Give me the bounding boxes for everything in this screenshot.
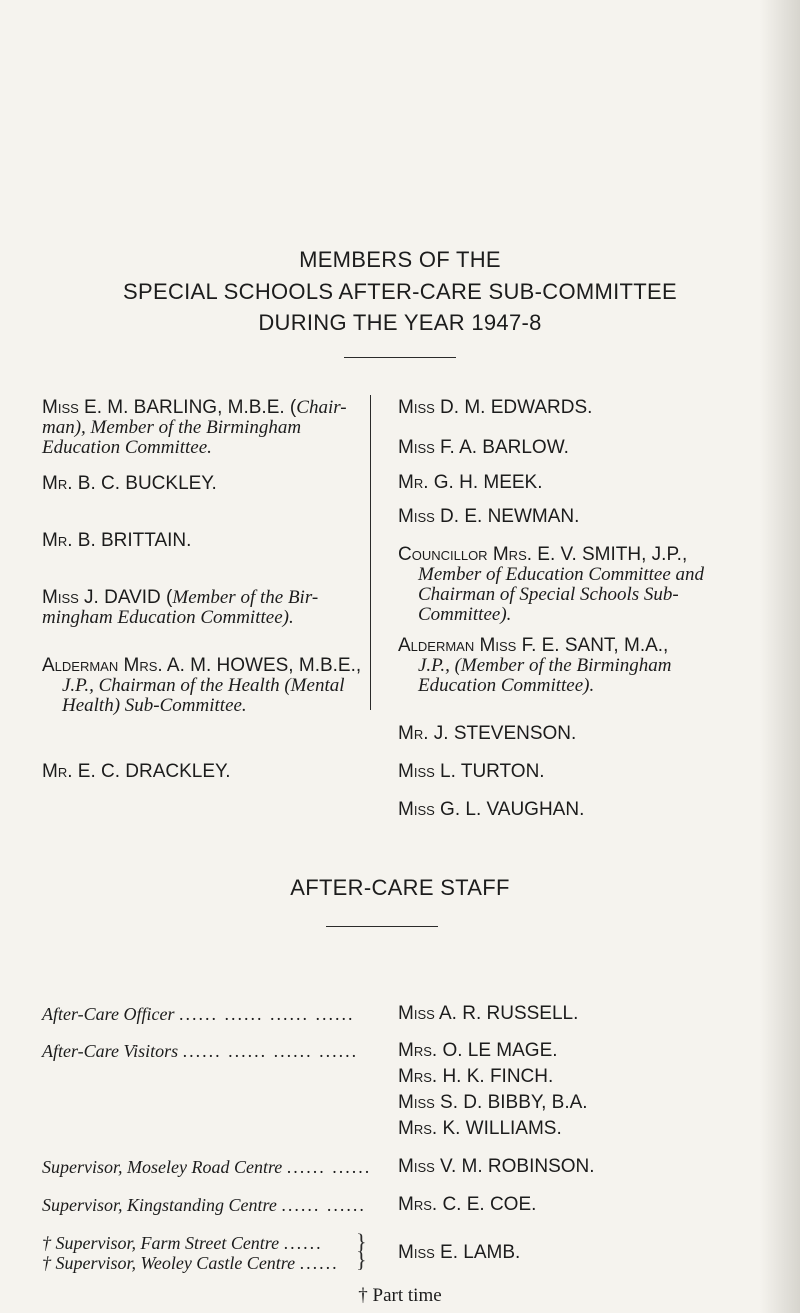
member-description: Member of the Bir- mingham Education Committee). bbox=[42, 587, 319, 628]
member-name: Miss E. M. BARLING, M.B.E. ( bbox=[42, 397, 297, 418]
staff-name: Miss S. D. BIBBY, B.A. bbox=[398, 1092, 588, 1113]
member-name: Mr. E. C. DRACKLEY. bbox=[42, 761, 231, 782]
role-label: Supervisor, Kingstanding Centre bbox=[42, 1195, 277, 1215]
leader-dots: ...... ...... bbox=[286, 1157, 372, 1177]
member-name: Miss D. M. EDWARDS. bbox=[398, 397, 593, 418]
member-name: Alderman Miss F. E. SANT, M.A., bbox=[398, 635, 669, 656]
member-name: Miss L. TURTON. bbox=[398, 761, 545, 782]
member-sant bbox=[398, 636, 768, 696]
member-name: Miss D. E. NEWMAN. bbox=[398, 506, 580, 527]
member-name: Mr. J. STEVENSON. bbox=[398, 723, 577, 744]
title-line-2: SPECIAL SCHOOLS AFTER-CARE SUB-COMMITTEE bbox=[123, 279, 677, 304]
member-name: Miss F. A. BARLOW. bbox=[398, 437, 569, 458]
staff-name: Mrs. H. K. FINCH. bbox=[398, 1066, 554, 1087]
member-description: Chair- man), Member of the Birmingham Education Committee. bbox=[42, 397, 347, 458]
member-stevenson bbox=[398, 724, 576, 744]
member-name: Miss J. DAVID ( bbox=[42, 587, 173, 608]
member-edwards bbox=[398, 398, 592, 418]
brace-icon: } } bbox=[356, 1229, 367, 1272]
role-label: After-Care Visitors bbox=[42, 1041, 179, 1061]
role-label: † Supervisor, Farm Street Centre bbox=[42, 1233, 280, 1253]
staff-rule bbox=[326, 926, 438, 927]
member-barling bbox=[42, 398, 352, 458]
title-rule bbox=[344, 357, 456, 358]
member-smith bbox=[398, 545, 768, 625]
title-line-3: DURING THE YEAR 1947-8 bbox=[258, 310, 542, 335]
leader-dots: ...... ...... bbox=[281, 1195, 366, 1215]
member-name: Miss G. L. VAUGHAN. bbox=[398, 799, 585, 820]
leader-dots: ...... bbox=[283, 1233, 323, 1253]
leader-dots: ...... ...... ...... ...... bbox=[178, 1004, 355, 1024]
member-vaughan bbox=[398, 800, 584, 820]
footnote: † Part time bbox=[358, 1285, 442, 1306]
staff-role-kingstanding bbox=[42, 1195, 366, 1215]
staff-role-weoley bbox=[42, 1253, 339, 1273]
member-name: Mr. G. H. MEEK. bbox=[398, 472, 543, 493]
member-buckley bbox=[42, 474, 217, 494]
member-brittain bbox=[42, 531, 191, 551]
staff-role-moseley bbox=[42, 1157, 371, 1177]
member-description: J.P., (Member of the Birmingham Education Committee). bbox=[418, 655, 672, 696]
member-howes bbox=[42, 656, 362, 716]
member-drackley bbox=[42, 762, 231, 782]
role-label: † Supervisor, Weoley Castle Centre bbox=[42, 1253, 296, 1273]
role-label: After-Care Officer bbox=[42, 1004, 175, 1024]
staff-name: Mrs. K. WILLIAMS. bbox=[398, 1118, 562, 1139]
member-name: Mr. B. C. BUCKLEY. bbox=[42, 473, 217, 494]
member-name: Alderman Mrs. A. M. HOWES, M.B.E., bbox=[42, 655, 362, 676]
member-meek bbox=[398, 473, 543, 493]
member-david bbox=[42, 588, 352, 628]
member-newman bbox=[398, 507, 579, 527]
member-barlow bbox=[398, 438, 569, 458]
staff-name: Mrs. O. LE MAGE. bbox=[398, 1040, 558, 1061]
member-name: Mr. B. BRITTAIN. bbox=[42, 530, 192, 551]
staff-role-officer bbox=[42, 1004, 354, 1024]
title-line-1: MEMBERS OF THE bbox=[299, 247, 501, 272]
member-description: J.P., Chairman of the Health (Mental Health) Sub-Committee. bbox=[62, 675, 345, 716]
member-turton bbox=[398, 762, 545, 782]
staff-role-farm-street bbox=[42, 1233, 323, 1253]
member-description: Member of Education Committee and Chairman of Special Schools Sub- Committee). bbox=[418, 564, 705, 625]
staff-name: Miss A. R. RUSSELL. bbox=[398, 1003, 579, 1024]
column-divider bbox=[370, 395, 371, 710]
staff-name: Miss E. LAMB. bbox=[398, 1242, 521, 1263]
role-label: Supervisor, Moseley Road Centre bbox=[42, 1157, 283, 1177]
member-name: Councillor Mrs. E. V. SMITH, J.P., bbox=[398, 544, 688, 565]
staff-role-visitors bbox=[42, 1041, 358, 1061]
staff-name: Mrs. C. E. COE. bbox=[398, 1194, 537, 1215]
leader-dots: ...... ...... ...... ...... bbox=[182, 1041, 359, 1061]
staff-name: Miss V. M. ROBINSON. bbox=[398, 1156, 595, 1177]
staff-heading: AFTER-CARE STAFF bbox=[290, 875, 510, 900]
leader-dots: ...... bbox=[299, 1253, 339, 1273]
